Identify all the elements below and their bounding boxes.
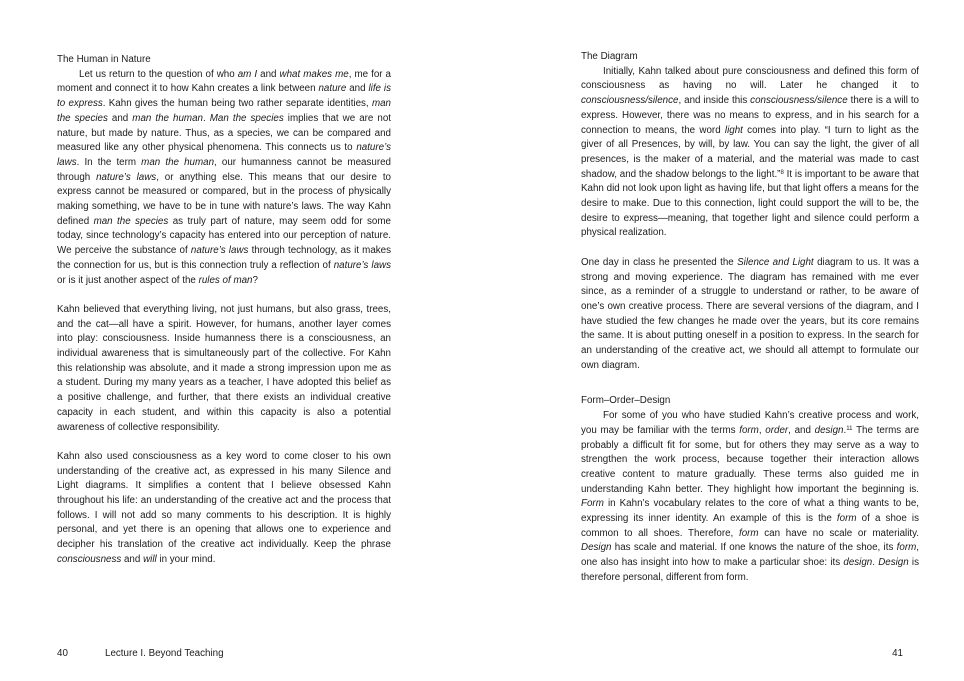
left-page-paragraph-1: Let us return to the question of who am I and what makes me, me for a moment and connect it to how Kahn creates a link between nature and life is to express. Kahn gives the human being two rather separate identities, man the species and man the human. Man the species implies that we are not nature, but made by nature. Thus, as a species, we can be compared and measured like any other physical phenomena. This connects us to nature’s laws. In the term man the human, our humanness cannot be measured through nature’s laws, or anything else. This means that our desire to express cannot be measured or compared, but in the process of physically making something, we have to be in tune with nature’s laws. The way Kahn defined man the species as truly part of nature, may seem odd for some today, since technology’s capacity has entered into our perception of nature. We perceive the substance of nature’s laws through technology, as it makes the connection for us, but is this connection truly a reflection of nature’s laws or is it just another aspect of the rules of man? — [57, 68, 392, 286]
right-page-text-column — [581, 50, 919, 586]
right-page-section-form-order-design — [581, 394, 919, 585]
right-page-paragraph-1: Initially, Kahn talked about pure consciousness and defined this form of consciousness as having no will. Later he changed it to consciousness/silence, and inside this consciousness/silence there is a will to express. However, there was no means to express, and in his search for a connection to means, the word light comes into play. “I turn to light as the giver of all Presences, by will, by law. You can say the light, the giver of all presences, is the maker of a material, and the material was made to cast shadow, and the shadow belongs to the light.”$^8$ It is important to be aware that Kahn did not look upon light as having life, but that light offers a means for the desire to make. Due to this connection, light could support the will to be, the desire to express—meaning, that together light and silence could perform a physical realization. — [581, 65, 919, 239]
running-title: Lecture I. Beyond Teaching — [105, 648, 224, 659]
right-page-number: 41 — [892, 648, 903, 659]
left-page-paragraph-2: Kahn believed that everything living, not just humans, but also grass, trees, and the cat—all have a spirit. However, for humans, another layer comes into play: consciousness. Inside humanness there is a consciousness, an individual awareness that is simultaneously part of the collective. For Kahn this relationship was absolute, and it made a strong impression upon me as a student. During my many years as a teacher, I have adopted this belief as a positive challenge, and further, that there exists an individual creative capacity in each student, and within this capacity is also a potential awareness of collective responsibility. — [57, 303, 391, 433]
right-page-paragraph-3: For some of you who have studied Kahn’s creative process and work, you may be familiar with the terms form, order, and design.$^{11}$ The terms are probably a difficult fit for some, but for others they may serve as a way to strengthen the work process, because together their interaction allows creative content to mature gradually. These terms also guided me in understanding Kahn better. They highlight how important the beginning is. Form in Kahn’s vocabulary relates to the core of what a thing wants to be, expressing its inner identity. An example of this is the form of a shoe is common to all shoes. Therefore, form can have no scale or materiality. Design has scale and material. If one knows the nature of the shoe, its form, one also has insight into how to make a particular shoe: its design. Design is therefore personal, different from form. — [581, 410, 920, 583]
left-page-heading: The Human in Nature — [57, 54, 151, 65]
right-page-section-diagram — [581, 50, 919, 373]
right-page-heading-the-diagram: The Diagram — [581, 51, 638, 62]
left-page-number: 40 — [57, 648, 68, 659]
right-page-heading-form-order-design: Form–Order–Design — [581, 395, 671, 407]
left-page-text-column — [57, 53, 391, 568]
left-page-paragraph-3: Kahn also used consciousness as a key word to come closer to his own understanding of the creative act, as expressed in his many Silence and Light diagrams. It simplifies a content that I believe obsessed Kahn throughout his life: an understanding of the creative act and the process that follows. I will not add so many comments to his description. It is highly personal, and yet there is an opening that allows one to experience and decipher his translation of the creative act individually. Keep the phrase consciousness and will in your mind. — [57, 450, 391, 565]
right-page-paragraph-2: One day in class he presented the Silence and Light diagram to us. It was a strong and moving experience. The diagram has remained with me ever since, as a reminder of a struggle to understand or rather, to be aware of one’s own creative process. There are several versions of the diagram, and I have studied the few changes he made over the years, but its core remains the same. It is about putting oneself in a position to express. In the search for an understanding of the creative act, we should all attempt to formulate our own diagram. — [581, 256, 920, 371]
